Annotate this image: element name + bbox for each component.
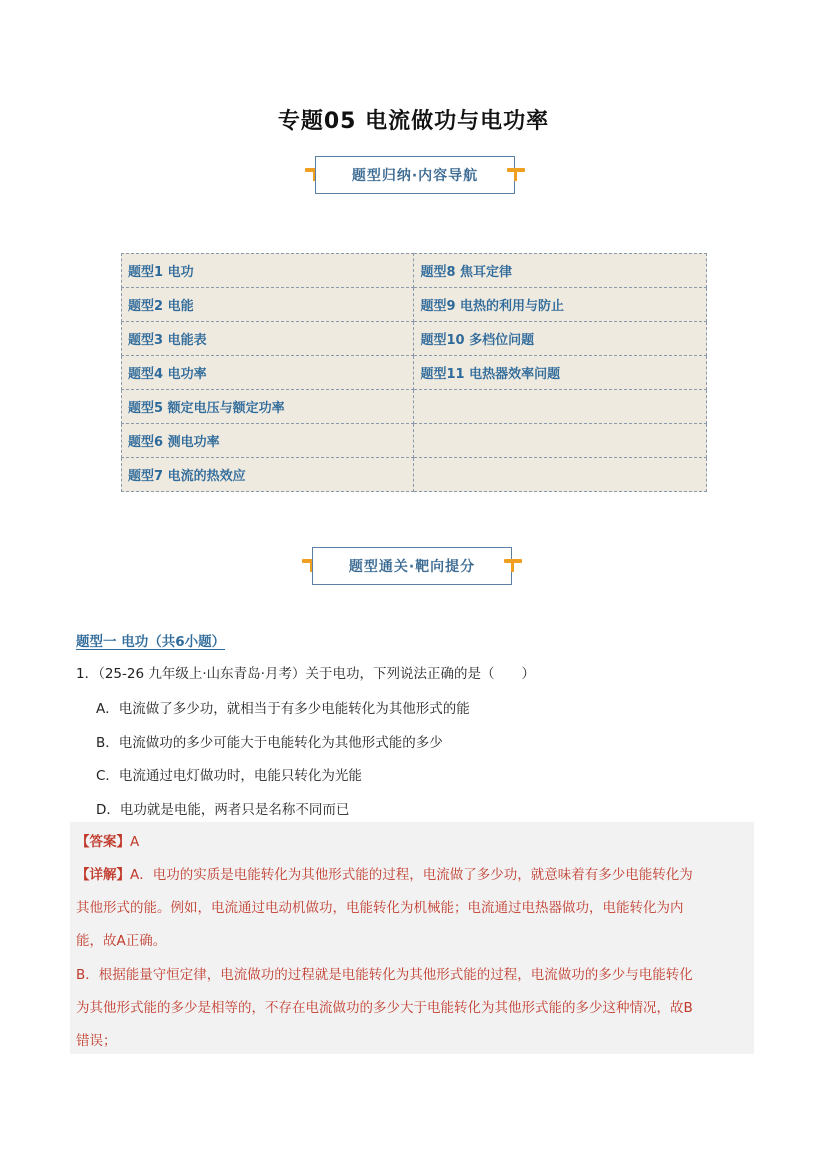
nav-item[interactable]: 题型5 额定电压与额定功率 bbox=[122, 390, 414, 424]
question-stem: 1．（25-26 九年级上·山东青岛·月考）关于电功，下列说法正确的是（ ） bbox=[76, 666, 535, 682]
answer-line bbox=[76, 830, 139, 850]
nav-row bbox=[122, 356, 707, 390]
answer-panel bbox=[70, 822, 754, 1054]
nav-row bbox=[122, 322, 707, 356]
option-a: A．电流做了多少功，就相当于有多少电能转化为其他形式的能 bbox=[96, 701, 470, 717]
practice-banner bbox=[302, 547, 522, 585]
nav-item[interactable]: 题型8 焦耳定律 bbox=[414, 254, 707, 288]
nav-item-empty bbox=[414, 424, 707, 458]
right-decor-icon bbox=[507, 168, 525, 181]
nav-item[interactable]: 题型2 电能 bbox=[122, 288, 414, 322]
option-c: C．电流通过电灯做功时，电能只转化为光能 bbox=[96, 768, 362, 784]
nav-banner bbox=[305, 156, 525, 194]
nav-item[interactable]: 题型9 电热的利用与防止 bbox=[414, 288, 707, 322]
nav-item[interactable]: 题型11 电热器效率问题 bbox=[414, 356, 707, 390]
section-heading[interactable]: 题型一 电功（共6小题） bbox=[76, 634, 226, 650]
nav-item[interactable]: 题型1 电功 bbox=[122, 254, 414, 288]
nav-row bbox=[122, 390, 707, 424]
page-title: 专题05 电流做功与电功率 bbox=[277, 109, 550, 134]
option-b: B．电流做功的多少可能大于电能转化为其他形式能的多少 bbox=[96, 735, 443, 751]
nav-item[interactable]: 题型4 电功率 bbox=[122, 356, 414, 390]
nav-row bbox=[122, 458, 707, 492]
right-decor-icon bbox=[504, 559, 522, 572]
nav-item[interactable]: 题型7 电流的热效应 bbox=[122, 458, 414, 492]
option-d: D．电功就是电能，两者只是名称不同而已 bbox=[96, 802, 350, 818]
nav-banner-label: 题型归纳·内容导航 bbox=[315, 156, 515, 194]
detail-text: 能，故A正确。 bbox=[76, 933, 167, 949]
nav-item[interactable]: 题型3 电能表 bbox=[122, 322, 414, 356]
nav-item[interactable]: 题型10 多档位问题 bbox=[414, 322, 707, 356]
nav-row bbox=[122, 424, 707, 458]
detail-text: A．电功的实质是电能转化为其他形式能的过程，电流做了多少功，就意味着有多少电能转化为 bbox=[130, 867, 693, 883]
detail-text: 错误； bbox=[76, 1033, 117, 1049]
answer-value: A bbox=[130, 834, 140, 850]
topic-nav-table bbox=[121, 253, 707, 492]
nav-item[interactable]: 题型6 测电功率 bbox=[122, 424, 414, 458]
detail-line bbox=[76, 863, 693, 883]
detail-text: B．根据能量守恒定律，电流做功的过程就是电能转化为其他形式能的过程，电流做功的多少与电能转化 bbox=[76, 967, 693, 983]
practice-banner-label: 题型通关·靶向提分 bbox=[312, 547, 512, 585]
answer-label: 【答案】 bbox=[76, 834, 130, 850]
nav-item-empty bbox=[414, 458, 707, 492]
detail-text: 其他形式的能。例如，电流通过电动机做功，电能转化为机械能；电流通过电热器做功，电能转化为内 bbox=[76, 900, 684, 916]
detail-label: 【详解】 bbox=[76, 867, 130, 883]
nav-item-empty bbox=[414, 390, 707, 424]
nav-row bbox=[122, 254, 707, 288]
nav-row bbox=[122, 288, 707, 322]
detail-text: 为其他形式能的多少是相等的，不存在电流做功的多少大于电能转化为其他形式能的多少这种情况，故B bbox=[76, 1000, 693, 1016]
